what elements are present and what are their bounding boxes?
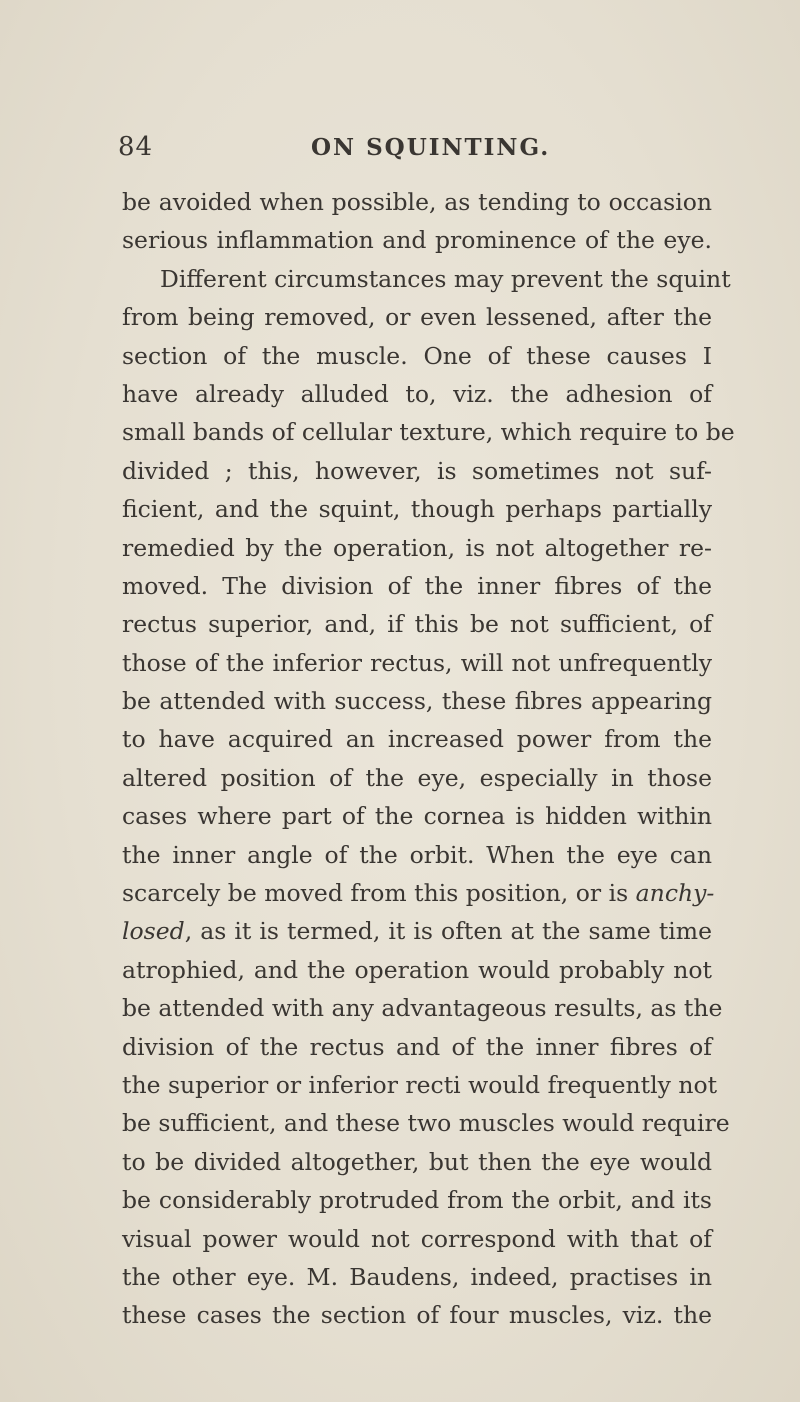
text-line: moved. The division of the inner fibres of the xyxy=(122,571,712,600)
text-line-part: scarcely be moved from this position, or is xyxy=(122,879,629,908)
text-line: serious inflammation and prominence of the eye. xyxy=(122,226,712,255)
text-line: atrophied, and the operation would probably not xyxy=(122,955,712,984)
text-line: section of the muscle. One of these causes I xyxy=(122,341,712,370)
text-line: the inner angle of the orbit. When the eye can xyxy=(122,840,712,869)
text-line: be considerably protruded from the orbit, and its xyxy=(122,1186,712,1215)
text-line: small bands of cellular texture, which require to be xyxy=(122,418,735,447)
text-line: be attended with any advantageous results, as the xyxy=(122,994,723,1023)
page-header xyxy=(118,132,714,168)
text-line: the other eye. M. Baudens, indeed, practises in xyxy=(122,1262,712,1291)
text-line: be attended with success, these fibres appearing xyxy=(122,687,712,716)
text-line: divided ; this, however, is sometimes not suf- xyxy=(122,456,712,485)
page-number: 84 xyxy=(118,132,154,162)
running-head: ON SQUINTING. xyxy=(311,134,551,161)
text-line: those of the inferior rectus, will not unfrequently xyxy=(122,648,712,677)
text-line: Different circumstances may prevent the squint xyxy=(160,264,731,293)
text-line: ficient, and the squint, though perhaps partially xyxy=(122,495,712,524)
text-line: to have acquired an increased power from the xyxy=(122,725,712,754)
text-line: be avoided when possible, as tending to occasion xyxy=(122,188,712,216)
text-line: rectus superior, and, if this be not sufficient, of xyxy=(122,610,712,639)
text-line: remedied by the operation, is not altogether re- xyxy=(122,533,712,562)
text-line: cases where part of the cornea is hidden within xyxy=(122,802,712,831)
text-line: altered position of the eye, especially in those xyxy=(122,763,712,792)
text-line: to be divided altogether, but then the eye would xyxy=(122,1147,712,1176)
text-line: these cases the section of four muscles, viz. the xyxy=(122,1301,712,1330)
text-line: the superior or inferior recti would frequently not xyxy=(122,1070,718,1099)
body-text xyxy=(122,183,735,1335)
italic-word: losed xyxy=(122,917,185,946)
text-line: losed, as it is termed, it is often at the same time xyxy=(122,917,712,946)
text-line: division of the rectus and of the inner fibres of xyxy=(122,1032,712,1061)
text-line: visual power would not correspond with that of xyxy=(122,1224,712,1253)
text-line: have already alluded to, viz. the adhesion of xyxy=(122,379,712,408)
italic-word: anchy- xyxy=(635,879,715,908)
text-line: be sufficient, and these two muscles would require xyxy=(122,1109,730,1138)
text-line: from being removed, or even lessened, after the xyxy=(122,303,712,332)
text-line-with-italic xyxy=(122,874,715,912)
